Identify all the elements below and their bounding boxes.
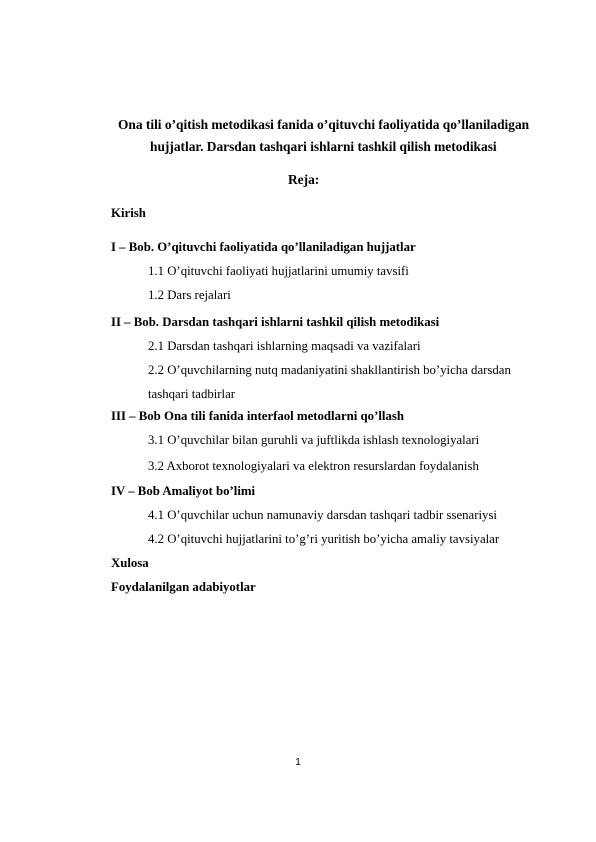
toc-chapter-3-title: III – Bob Ona tili fanida interfaol metodlarni qo’llash	[111, 409, 404, 423]
page-number: 1	[295, 757, 301, 768]
toc-item-2-1: 2.1 Darsdan tashqari ishlarning maqsadi va vazifalari	[148, 339, 421, 353]
document-title-line-1: Ona tili o’qitish metodikasi fanida o’qituvchi faoliyatida qo’llaniladigan	[118, 117, 530, 132]
plan-heading: Reja:	[288, 172, 320, 187]
toc-item-3-1: 3.1 O’quvchilar bilan guruhli va juftlikda ishlash texnologiyalari	[148, 433, 480, 447]
toc-item-1-2: 1.2 Dars rejalari	[148, 288, 231, 302]
toc-conclusion: Xulosa	[111, 556, 149, 570]
toc-references: Foydalanilgan adabiyotlar	[111, 580, 256, 594]
toc-item-4-1: 4.1 O’quvchilar uchun namunaviy darsdan tashqari tadbir ssenariysi	[148, 508, 497, 522]
toc-item-4-2: 4.2 O’qituvchi hujjatlarini to’g’ri yuritish bo’yicha amaliy tavsiyalar	[148, 532, 500, 546]
toc-introduction: Kirish	[111, 206, 146, 220]
toc-item-2-2: 2.2 O’quvchilarning nutq madaniyatini shakllantirish bo’yicha darsdan	[148, 363, 511, 377]
toc-chapter-1-title: I – Bob. O’qituvchi faoliyatida qo’llaniladigan hujjatlar	[111, 240, 416, 254]
document-title-line-2: hujjatlar. Darsdan tashqari ishlarni tashkil qilish metodikasi	[150, 139, 497, 154]
toc-item-2-2-continued: tashqari tadbirlar	[148, 387, 236, 401]
toc-item-1-1: 1.1 O’qituvchi faoliyati hujjatlarini umumiy tavsifi	[148, 264, 409, 278]
toc-item-3-2: 3.2 Axborot texnologiyalari va elektron resurslardan foydalanish	[148, 459, 479, 473]
toc-chapter-4-title: IV – Bob Amaliyot bo’limi	[111, 484, 256, 498]
toc-chapter-2-title: II – Bob. Darsdan tashqari ishlarni tashkil qilish metodikasi	[111, 315, 440, 329]
